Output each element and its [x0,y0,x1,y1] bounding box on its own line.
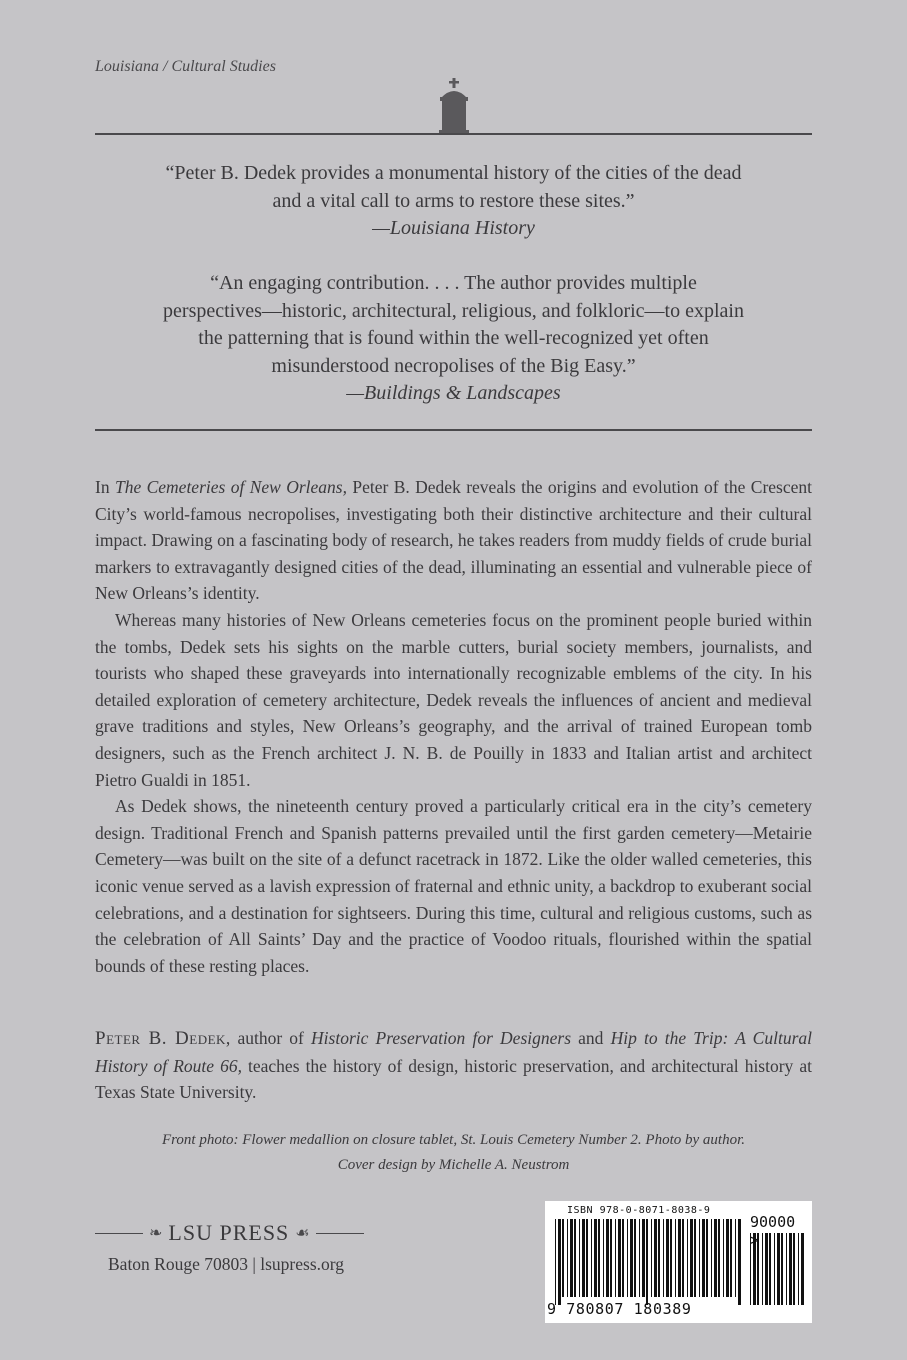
barcode-bar [798,1233,799,1305]
book-title: Historic Preservation for Designers [311,1028,572,1048]
barcode-bar [562,1219,564,1297]
price-addon-digits: 90000 [750,1213,796,1231]
barcode-bar [687,1219,688,1297]
barcode-bar [735,1219,736,1297]
addon-barcode-bars [750,1233,806,1305]
book-description [95,474,812,979]
barcode-bar [570,1219,573,1297]
barcode-bar [567,1219,568,1297]
barcode-bar [682,1219,684,1297]
barcode-bar [793,1233,795,1305]
barcode-bar [769,1233,771,1305]
barcode-bar [718,1219,720,1297]
author-bio [95,1025,812,1106]
barcode-bar [738,1219,741,1305]
isbn-label: ISBN 978-0-8071-8038-9 [567,1205,711,1216]
barcode-bar [586,1219,588,1297]
cover-credits [95,1128,812,1178]
ornament-line [95,1233,143,1234]
publisher-logo [95,1220,425,1246]
barcode-bar [786,1233,787,1305]
barcode-digits: 9 780807 180389 [547,1300,692,1318]
design-credit: Cover design by Michelle A. Neustrom [337,1157,570,1173]
quote-source: —Buildings & Landscapes [346,382,561,404]
barcode-bar [702,1219,705,1297]
barcode-bar [618,1219,621,1297]
barcode-bar [582,1219,585,1297]
barcode-bar [670,1219,672,1297]
quote-line: the patterning that is found within the well-recognized yet often [198,327,709,349]
author-name: Peter B. Dedek [95,1028,226,1049]
barcode-bar [699,1219,700,1297]
text-run: , author of [225,1028,312,1048]
quote-line: and a vital call to arms to restore these sites.” [272,189,635,212]
quote-line: misunderstood necropolises of the Big Easy.” [271,354,636,377]
barcode-bar [642,1219,645,1297]
barcode-bar [646,1219,648,1305]
book-title: The Cemeteries of New Orleans, [114,477,347,497]
barcode-bar [750,1233,751,1305]
text-run: Peter B. Dedek reveals the origins and evolution of the Crescent City’s world-famous necropolises, investigating both their distinctive architecture and their cultural impact. Drawing on a fascinating body of research, he takes readers from muddy fields of crude burial markers to extravagantly designed cities of the dead, illuminating an essential and vulnerable piece of New Orleans’s identity. [95,477,813,604]
flourish-icon: ☙ [295,1225,310,1242]
barcode-bar [622,1219,624,1297]
barcode-bar [723,1219,724,1297]
isbn-barcode [545,1201,812,1323]
barcode-bar [651,1219,652,1297]
barcode-bar [789,1233,792,1305]
description-paragraph-3: As Dedek shows, the nineteenth century proved a particularly critical era in the city’s cemetery design. Traditional French and Spanish patterns prevailed until the first garden cemetery—Metairie Cemetery—was built on the site of a defunct racetrack in 1872. Like the older walled cemeteries, this iconic venue served as a lavish expression of fraternal and ethnic unity, a backdrop to exuberant social celebrations, and a destination for sightseers. During this time, cultural and religious customs, such as the celebration of All Saints’ Day and the practice of Voodoo rituals, flourished within the spatial bounds of these resting places. [95,796,812,976]
barcode-bar [654,1219,657,1297]
description-paragraph-2: Whereas many histories of New Orleans cemeteries focus on the prominent people buried within the tombs, Dedek sets his sights on the marble cutters, burial society members, journalists, and tourists who shaped these graveyards into internationally recognizable emblems of the city. In his detailed exploration of cemetery architecture, Dedek reveals the influences of ancient and medieval grave traditions and styles, New Orleans’s geography, and the arrival of trained European tomb designers, such as the French architect J. N. B. de Pouilly in 1833 and Italian artist and architect Pietro Gualdi in 1851. [95,609,812,790]
barcode-bar [658,1219,660,1297]
review-quote-1 [95,160,812,243]
barcode-bars [555,1219,741,1305]
barcode-bar [603,1219,604,1297]
quote-line: “Peter B. Dedek provides a monumental history of the cities of the dead [165,162,742,184]
book-title: Hip to the Trip: A Cultural History of Route 66, [95,1028,812,1076]
barcode-bar [615,1219,616,1297]
photo-credit: Front photo: Flower medallion on closure tablet, St. Louis Cemetery Number 2. Photo by author. [161,1132,745,1148]
barcode-bar [765,1233,768,1305]
barcode-bar [711,1219,712,1297]
barcode-bar [777,1233,780,1305]
barcode-bar [555,1219,556,1305]
barcode-bar [694,1219,696,1297]
flourish-icon: ❧ [149,1225,163,1242]
barcode-bar [675,1219,676,1297]
barcode-bar [757,1233,759,1305]
text-run: teaches the history of design, historic preservation, and architectural history at Texas State University. [95,1055,812,1103]
barcode-bar [639,1219,640,1297]
barcode-bar [610,1219,612,1297]
barcode-bar [634,1219,636,1297]
barcode-bar [579,1219,580,1297]
publisher-name: LSU PRESS [168,1220,290,1245]
text-run: and [571,1028,611,1048]
barcode-bar [781,1233,783,1305]
barcode-bar [753,1233,756,1305]
barcode-bar [774,1233,775,1305]
barcode-bar [558,1219,561,1305]
top-divider [95,133,812,135]
publisher-address: Baton Rouge 70803 | lsupress.org [108,1254,345,1274]
description-paragraph-1 [95,474,812,607]
middle-divider [95,429,812,431]
quote-line: “An engaging contribution. . . . The author provides multiple [210,272,697,294]
barcode-bar [706,1219,708,1297]
barcode-bar [730,1219,732,1297]
text-run: In [95,477,115,497]
barcode-bar [762,1233,763,1305]
review-quote-2 [95,270,812,408]
barcode-bar [801,1233,804,1305]
quote-line: perspectives—historic, architectural, religious, and folkloric—to explain [163,299,744,322]
barcode-bar [594,1219,597,1297]
category-label: Louisiana / Cultural Studies [95,58,276,75]
barcode-bar [591,1219,592,1297]
barcode-bar [630,1219,633,1297]
barcode-bar [627,1219,628,1297]
barcode-bar [666,1219,669,1297]
barcode-bar [606,1219,609,1297]
quote-source: —Louisiana History [372,217,535,239]
barcode-bar [726,1219,729,1297]
barcode-bar [598,1219,600,1297]
barcode-bar [690,1219,693,1297]
barcode-bar [678,1219,681,1297]
ornament-line [316,1233,364,1234]
tomb-icon [437,78,471,134]
barcode-bar [574,1219,576,1297]
barcode-bar [663,1219,664,1297]
barcode-bar [714,1219,717,1297]
